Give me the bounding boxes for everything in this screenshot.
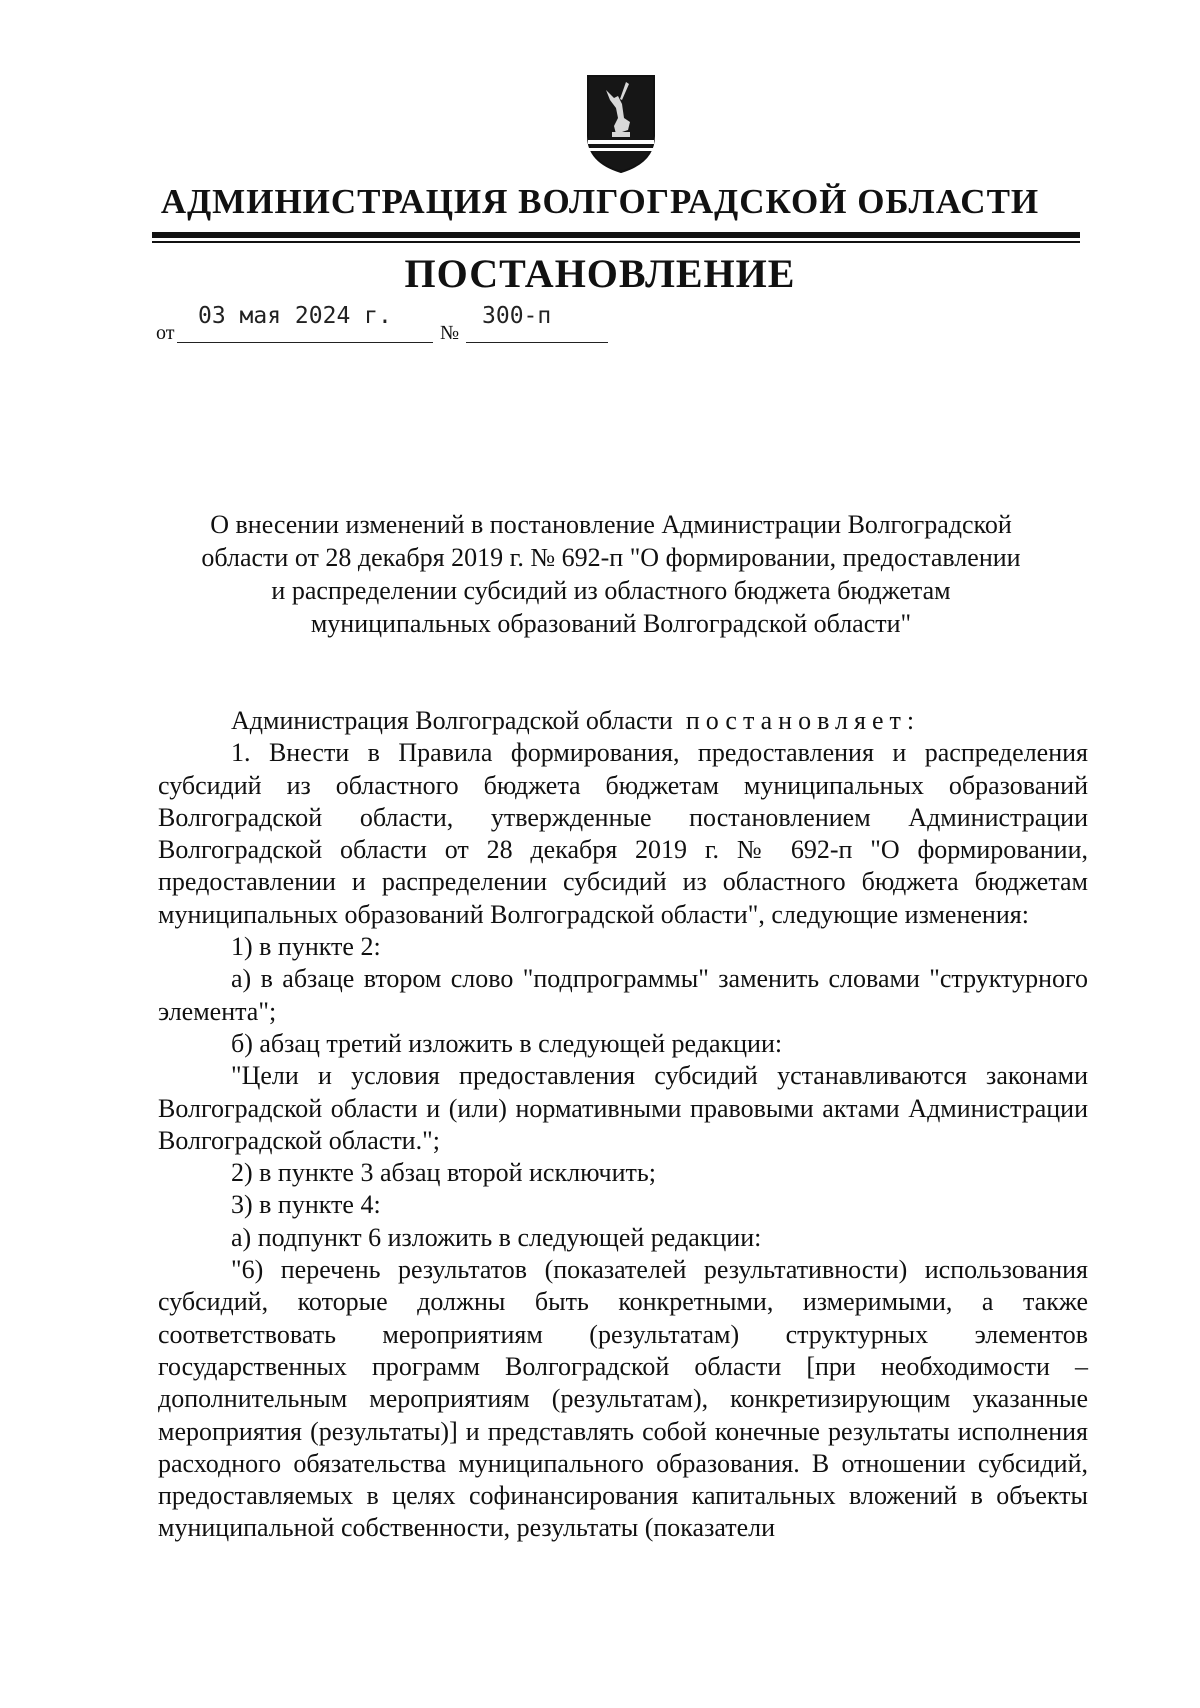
body-paragraph: б) абзац третий изложить в следующей редакции: — [231, 1028, 783, 1058]
document-date: 03 мая 2024 г. — [198, 303, 392, 329]
document-subject — [160, 508, 1062, 640]
body-paragraph: 1. Внести в Правила формирования, предоставления и распределения субсидий из областного бюджета бюджетам муниципальных образований Волгоградской области, утвержденные постановлением Администрации Волгоградской области от 28 декабря 2019 г. № 692-п "О формировании, предоставлении и распределении субсидий из областного бюджета бюджетам муниципальных образований Волгоградской области", следующие изменения: — [158, 738, 1088, 929]
document-body — [158, 705, 1088, 1545]
document-number: 300-п — [482, 303, 552, 329]
preamble-paragraph — [158, 705, 1088, 737]
body-paragraph: 2) в пункте 3 абзац второй исключить; — [231, 1158, 656, 1188]
document-date-number — [0, 300, 1200, 350]
body-paragraph: "6) перечень результатов (показателей результативности) использования субсидий, которые должны быть конкретными, измеримыми, а также соответствовать мероприятиям (результатам) структурных элементов государственных программ Волгоградской области [при необходимости – дополнительным мероприятиям (результатам), конкретизирующим указанные мероприятия (результаты)] и представлять собой конечные результаты исполнения расходного обязательства муниципального образования. В отношении субсидий, предоставляемых в целях софинансирования капитальных вложений в объекты муниципальной собственности, результаты (показатели — [158, 1255, 1088, 1543]
date-underline — [177, 342, 433, 343]
body-paragraph: а) в абзаце втором слово "подпрограммы" заменить словами "структурного элемента"; — [158, 964, 1088, 1026]
subject-line: области от 28 декабря 2019 г. № 692-п "О формировании, предоставлении — [201, 543, 1021, 572]
header-divider-thick — [152, 232, 1080, 238]
organization-title: АДМИНИСТРАЦИЯ ВОЛГОГРАДСКОЙ ОБЛАСТИ — [160, 182, 1040, 221]
body-paragraph: "Цели и условия предоставления субсидий устанавливаются законами Волгоградской области и (или) нормативными правовыми актами Администрации Волгоградской области."; — [158, 1061, 1088, 1155]
date-label: от — [156, 322, 175, 344]
body-paragraph: 1) в пункте 2: — [231, 932, 381, 962]
body-paragraph: 3) в пункте 4: — [231, 1190, 381, 1220]
header-divider-thin — [152, 241, 1080, 243]
body-paragraph: а) подпункт 6 изложить в следующей редакции: — [231, 1222, 762, 1252]
subject-line: и распределении субсидий из областного бюджета бюджетам — [271, 576, 951, 605]
preamble-text: Администрация Волгоградской области — [231, 706, 673, 735]
number-underline — [466, 342, 608, 343]
document-type-title: ПОСТАНОВЛЕНИЕ — [404, 251, 796, 296]
number-label: № — [440, 322, 460, 344]
resolves-word: постановляет: — [685, 706, 921, 735]
volgograd-emblem-icon — [584, 74, 658, 174]
subject-line: О внесении изменений в постановление Администрации Волгоградской — [210, 510, 1012, 539]
subject-line: муниципальных образований Волгоградской области" — [310, 609, 912, 638]
